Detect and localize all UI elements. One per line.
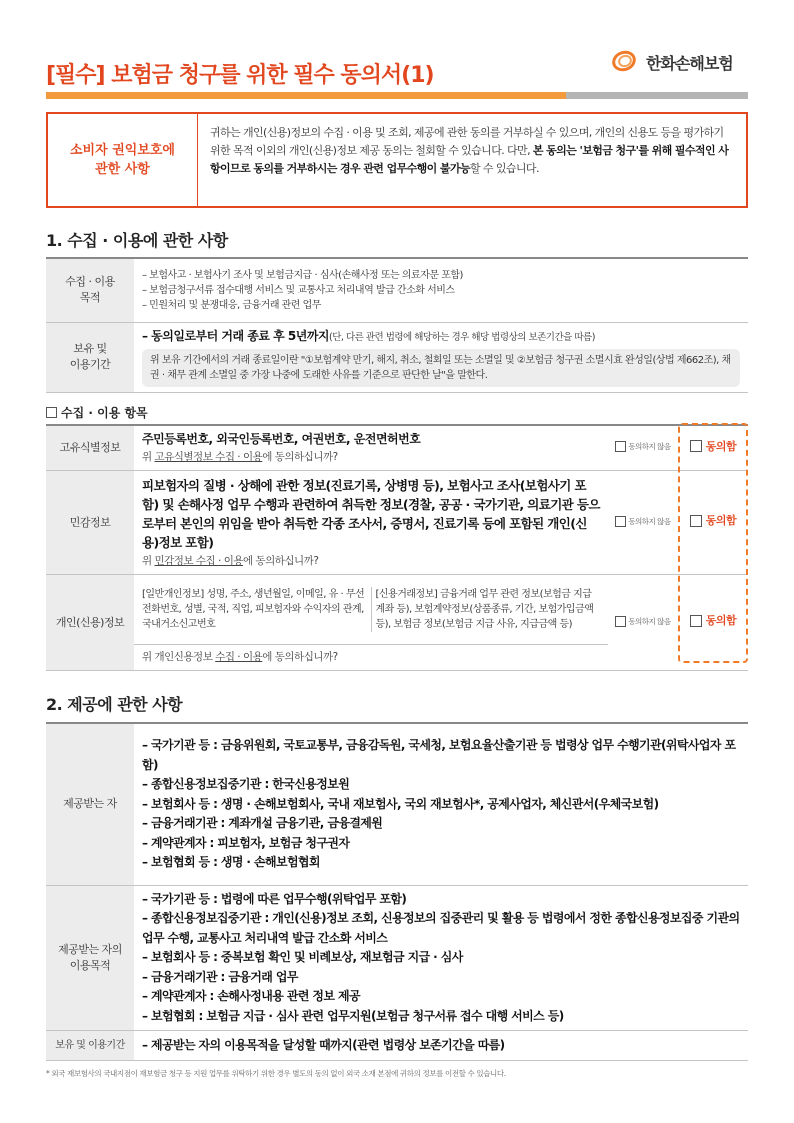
- notice-text: 귀하는 개인(신용)정보의 수집 · 이용 및 조회, 제공에 관한 동의를 거부하실 수 있으며, 개인의 신용도 등을 평가하기 위한 목적 이외의 개인(신용)정보 제공 동의는 철회할 수 있습니다. 다만, 본 동의는 '보험금 청구'를 위해 필수적인 사항이므로 동의를 거부하시는 경우 관련 업무수행이 불가능할 수 있습니다.: [210, 126, 729, 175]
- checkbox-icon[interactable]: [690, 515, 702, 527]
- retention-cell: – 동의일로부터 거래 종료 후 5년까지(단, 다른 관련 법령에 해당하는 경우 해당 법령상의 보존기간을 따름) 위 보유 기간에서의 거래 종료일이란 "①보험계약 만기, 해지, 취소, 철회일 또는 소멸일 및 ②보험금 청구권 소멸시효 완성일(상법 제662조), 채권 · 채무 관계 소멸일 중 가장 나중에 도래한 사유를 기준으로 판단한 날"을 말한다.: [134, 322, 748, 392]
- item-text-sensitive: 피보험자의 질병 · 상해에 관한 정보(진료기록, 상병명 등), 보험사고 조사(보험사기 포함) 및 손해사정 업무 수행과 관련하여 취득한 정보(경찰, 공공 · 국가기관, 의료기관 등으로부터 본인의 위임을 받아 취득한 각종 조사서, 증명서, 진료기록 등에 포함된 개인(신용)정보 포함) 위 민감정보 수집 · 이용에 동의하십니까?: [134, 471, 608, 575]
- footnote: * 외국 재보험사의 국내지점이 재보험금 청구 등 지원 업무를 위탁하기 위한 경우 별도의 동의 없이 외국 소재 본점에 귀하의 정보를 이전할 수 있습니다.: [46, 1069, 506, 1078]
- agree-option-personal-credit[interactable]: 동의함: [678, 575, 748, 671]
- item-text-unique-id: 주민등록번호, 외국인등록번호, 여권번호, 운전면허번호 위 고유식별정보 수집 · 이용에 동의하십니까?: [134, 425, 608, 471]
- provision-retention-label: 보유 및 이용기간: [46, 1031, 134, 1061]
- notice-label: 소비자 권익보호에 관한 사항: [48, 114, 198, 206]
- item-text-personal-credit: [일반개인정보] 성명, 주소, 생년월일, 이메일, 유 · 무선 전화번호, 성별, 국적, 직업, 피보험자와 수익자의 관계, 국내거소신고번호 [신용거래정보] 금융거래 업무 관련 정보(보험금 지급계좌 등), 보험계약정보(상품종류, 기간, 보험가입금액 등), 보험금 정보(보험금 지급 사유, 지급금액 등): [134, 575, 608, 645]
- collection-purpose-table: [46, 257, 748, 393]
- item-label-sensitive: 민감정보: [46, 471, 134, 575]
- retention-label: 보유 및 이용기간: [46, 322, 134, 392]
- checkbox-icon[interactable]: [615, 441, 626, 452]
- checkbox-icon[interactable]: [690, 615, 702, 627]
- retention-note: 위 보유 기간에서의 거래 종료일이란 "①보험계약 만기, 해지, 취소, 철회일 또는 소멸일 및 ②보험금 청구권 소멸시효 완성일(상법 제662조), 채권 · 채무 관계 소멸일 중 가장 나중에 도래한 사유를 기준으로 판단한 날"을 말한다.: [142, 349, 740, 387]
- purpose-items: – 보험사고 · 보험사기 조사 및 보험금지급 · 심사(손해사정 또는 의료자문 포함) – 보험금청구서류 접수대행 서비스 및 교통사고 처리내역 발급 간소화 서비스 – 민원처리 및 분쟁대응, 금융거래 관련 업무: [134, 258, 748, 322]
- section1-heading: 1. 수집 · 이용에 관한 사항: [46, 231, 228, 250]
- checkbox-icon[interactable]: [615, 516, 626, 527]
- checkbox-icon[interactable]: [615, 616, 626, 627]
- items-heading: 수집 · 이용 항목: [46, 404, 148, 421]
- recipient-purposes: – 국가기관 등 : 법령에 따른 업무수행(위탁업무 포함) – 종합신용정보집중기관 : 개인(신용)정보 조회, 신용정보의 집중관리 및 활용 등 법령에서 정한 종합신용정보집중 기관의 업무 수행, 교통사고 처리내역 발급 간소화 서비스 – 보험회사 등 : 중복보험 확인 및 비례보상, 재보험금 지급 · 심사 – 금융거래기관 : 금융거래 업무 – 계약관계자 : 손해사정내용 관련 정보 제공 – 보험협회 : 보험금 지급 · 심사 관련 업무지원(보험금 청구서류 접수 대행 서비스 등): [134, 885, 748, 1031]
- agree-option-unique-id[interactable]: 동의함: [678, 425, 748, 471]
- logo-text: 한화손해보험: [646, 53, 733, 73]
- square-icon: [46, 407, 57, 418]
- checkbox-icon[interactable]: [690, 440, 702, 452]
- consumer-rights-notice: [46, 112, 748, 208]
- recipients-list: – 국가기관 등 : 금융위원회, 국토교통부, 금융감독원, 국세청, 보험요율산출기관 등 법령상 업무 수행기관(위탁사업자 포함) – 종합신용정보집중기관 : 한국신용정보원 – 보험회사 등 : 생명 · 손해보험회사, 국내 재보험사, 국외 재보험사*, 공제사업자, 체신관서(우체국보험) – 금융거래기관 : 계좌개설 금융기관, 금융결제원 – 계약관계자 : 피보험자, 보험금 청구권자 – 보험협회 등 : 생명 · 손해보험협회: [134, 723, 748, 885]
- item-label-personal-credit: 개인(신용)정보: [46, 575, 134, 671]
- collection-items-table: [46, 424, 748, 671]
- disagree-option-personal-credit[interactable]: 동의하지 않음: [608, 575, 678, 671]
- disagree-option-unique-id[interactable]: 동의하지 않음: [608, 425, 678, 471]
- disagree-option-sensitive[interactable]: 동의하지 않음: [608, 471, 678, 575]
- agree-option-sensitive[interactable]: 동의함: [678, 471, 748, 575]
- purpose-label: 수집 · 이용 목적: [46, 258, 134, 322]
- company-logo: [610, 48, 733, 76]
- hanwha-logo-icon: [610, 48, 640, 76]
- page-title: [필수] 보험금 청구를 위한 필수 동의서(1): [46, 63, 434, 88]
- recipients-label: 제공받는 자: [46, 723, 134, 885]
- provision-retention: – 제공받는 자의 이용목적을 달성할 때까지(관련 법령상 보존기간을 따름): [134, 1031, 748, 1061]
- header-rule-accent: [46, 92, 566, 99]
- section2-heading: 2. 제공에 관한 사항: [46, 695, 183, 714]
- question-personal-credit: 위 개인신용정보 수집 · 이용에 동의하십니까?: [134, 645, 608, 671]
- provision-table: [46, 722, 748, 1061]
- recipient-purpose-label: 제공받는 자의 이용목적: [46, 885, 134, 1031]
- item-label-unique-id: 고유식별정보: [46, 425, 134, 471]
